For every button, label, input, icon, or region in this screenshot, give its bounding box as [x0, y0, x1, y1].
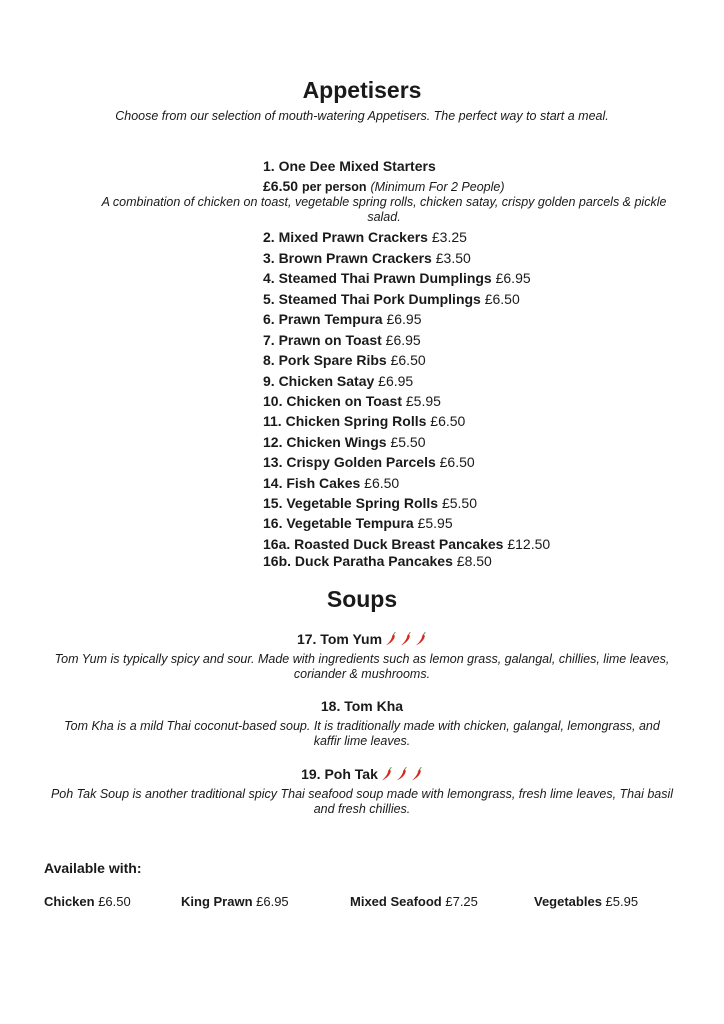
- menu-item-name: 13. Crispy Golden Parcels: [263, 454, 436, 470]
- menu-item: [263, 311, 422, 327]
- featured-item-note: (Minimum For 2 People): [370, 180, 505, 194]
- menu-item: [263, 373, 413, 389]
- menu-item-name: 3. Brown Prawn Crackers: [263, 250, 432, 266]
- soup-description: Tom Kha is a mild Thai coconut-based soup. It is traditionally made with chicken, galangal, lemongrass, and kaffir lime leaves.: [64, 719, 660, 748]
- menu-item-name: 2. Mixed Prawn Crackers: [263, 229, 428, 245]
- available-option-price: £7.25: [441, 894, 478, 909]
- menu-item: [263, 250, 471, 266]
- chili-pepper-icon: [396, 767, 408, 784]
- soup-item-name: [0, 698, 724, 714]
- featured-item-description: A combination of chicken on toast, vegetable spring rolls, chicken satay, crispy golden parcels & pickle salad.: [101, 195, 667, 224]
- menu-item-price: £6.95: [374, 373, 414, 389]
- menu-item: [263, 495, 477, 511]
- appetisers-intro: Choose from our selection of mouth-watering Appetisers. The perfect way to start a meal.: [115, 109, 609, 123]
- menu-item: [263, 553, 492, 569]
- available-with-title: Available with:: [44, 860, 142, 876]
- menu-item-name: 4. Steamed Thai Prawn Dumplings: [263, 270, 492, 286]
- menu-item-name: 15. Vegetable Spring Rolls: [263, 495, 439, 511]
- menu-item: [263, 434, 426, 450]
- available-option-price: £6.50: [94, 894, 131, 909]
- menu-item-price: £6.95: [381, 332, 421, 348]
- featured-item-price: £6.50: [263, 178, 299, 194]
- soup-name-text: 19. Poh Tak: [301, 766, 378, 782]
- menu-item: [263, 475, 399, 491]
- chili-pepper-icon: [415, 632, 427, 649]
- available-option: [534, 894, 638, 909]
- menu-item: [263, 332, 421, 348]
- soup-description: Tom Yum is typically spicy and sour. Made with ingredients such as lemon grass, galangal, chillies, lime leaves, coriander & mushrooms.: [54, 652, 670, 681]
- menu-item-price: £6.50: [386, 352, 426, 368]
- menu-item-price: £8.50: [452, 553, 492, 569]
- menu-item: [263, 515, 453, 531]
- menu-item-name: 10. Chicken on Toast: [263, 393, 402, 409]
- menu-item-name: 6. Prawn Tempura: [263, 311, 383, 327]
- menu-item-name: 9. Chicken Satay: [263, 373, 375, 389]
- available-option-price: £6.95: [252, 894, 289, 909]
- menu-item-name: 8. Pork Spare Ribs: [263, 352, 387, 368]
- available-option-price: £5.95: [601, 894, 639, 909]
- chili-pepper-icon: [400, 632, 412, 649]
- menu-item: [263, 454, 475, 470]
- menu-item-price: £3.25: [427, 229, 467, 245]
- menu-item-price: £6.95: [491, 270, 531, 286]
- menu-item-price: £12.50: [503, 536, 551, 552]
- menu-item-price: £5.50: [438, 495, 477, 511]
- available-option-name: Chicken: [44, 894, 95, 909]
- menu-item: [263, 229, 467, 245]
- menu-item-price: £5.95: [413, 515, 453, 531]
- soup-description: Poh Tak Soup is another traditional spicy Thai seafood soup made with lemongrass, fresh lime leaves, Thai basil and fresh chillies.: [50, 787, 674, 816]
- menu-item-name: 16. Vegetable Tempura: [263, 515, 414, 531]
- soup-item-name: [0, 631, 724, 649]
- menu-item-price: £6.50: [480, 291, 520, 307]
- soup-item-name: [0, 766, 724, 784]
- menu-item: [263, 270, 531, 286]
- featured-item-name: 1. One Dee Mixed Starters: [263, 158, 436, 174]
- menu-item-name: 16a. Roasted Duck Breast Pancakes: [263, 536, 504, 552]
- menu-item-name: 12. Chicken Wings: [263, 434, 387, 450]
- menu-item: [263, 393, 441, 409]
- available-option-name: King Prawn: [181, 894, 253, 909]
- menu-item-price: £6.50: [435, 454, 475, 470]
- menu-item-name: 16b. Duck Paratha Pancakes: [263, 553, 453, 569]
- menu-item-price: £6.50: [426, 413, 466, 429]
- menu-item: [263, 536, 550, 552]
- available-option: [350, 894, 478, 909]
- menu-item-price: £5.50: [386, 434, 426, 450]
- menu-item: [263, 352, 426, 368]
- menu-item-price: £5.95: [402, 393, 441, 409]
- menu-item: [263, 413, 465, 429]
- chili-pepper-icon: [381, 767, 393, 784]
- available-option-name: Mixed Seafood: [350, 894, 442, 909]
- menu-item-name: 14. Fish Cakes: [263, 475, 361, 491]
- menu-item-name: 7. Prawn on Toast: [263, 332, 382, 348]
- available-option: [44, 894, 131, 909]
- soup-name-text: 17. Tom Yum: [296, 631, 383, 647]
- available-option: [181, 894, 289, 909]
- menu-item-price: £6.95: [382, 311, 422, 327]
- soup-name-text: 18. Tom Kha: [320, 698, 404, 714]
- menu-item: [263, 291, 520, 307]
- chili-pepper-icon: [411, 767, 423, 784]
- menu-item-price: £3.50: [431, 250, 471, 266]
- featured-item-unit: per person: [301, 180, 367, 194]
- available-option-name: Vegetables: [534, 894, 602, 909]
- menu-item-name: 5. Steamed Thai Pork Dumplings: [263, 291, 481, 307]
- soups-title: Soups: [326, 586, 398, 612]
- menu-item-price: £6.50: [360, 475, 400, 491]
- chili-pepper-icon: [385, 632, 397, 649]
- appetisers-title: Appetisers: [302, 77, 422, 103]
- featured-item-price-line: [263, 178, 505, 194]
- menu-item-name: 11. Chicken Spring Rolls: [263, 413, 427, 429]
